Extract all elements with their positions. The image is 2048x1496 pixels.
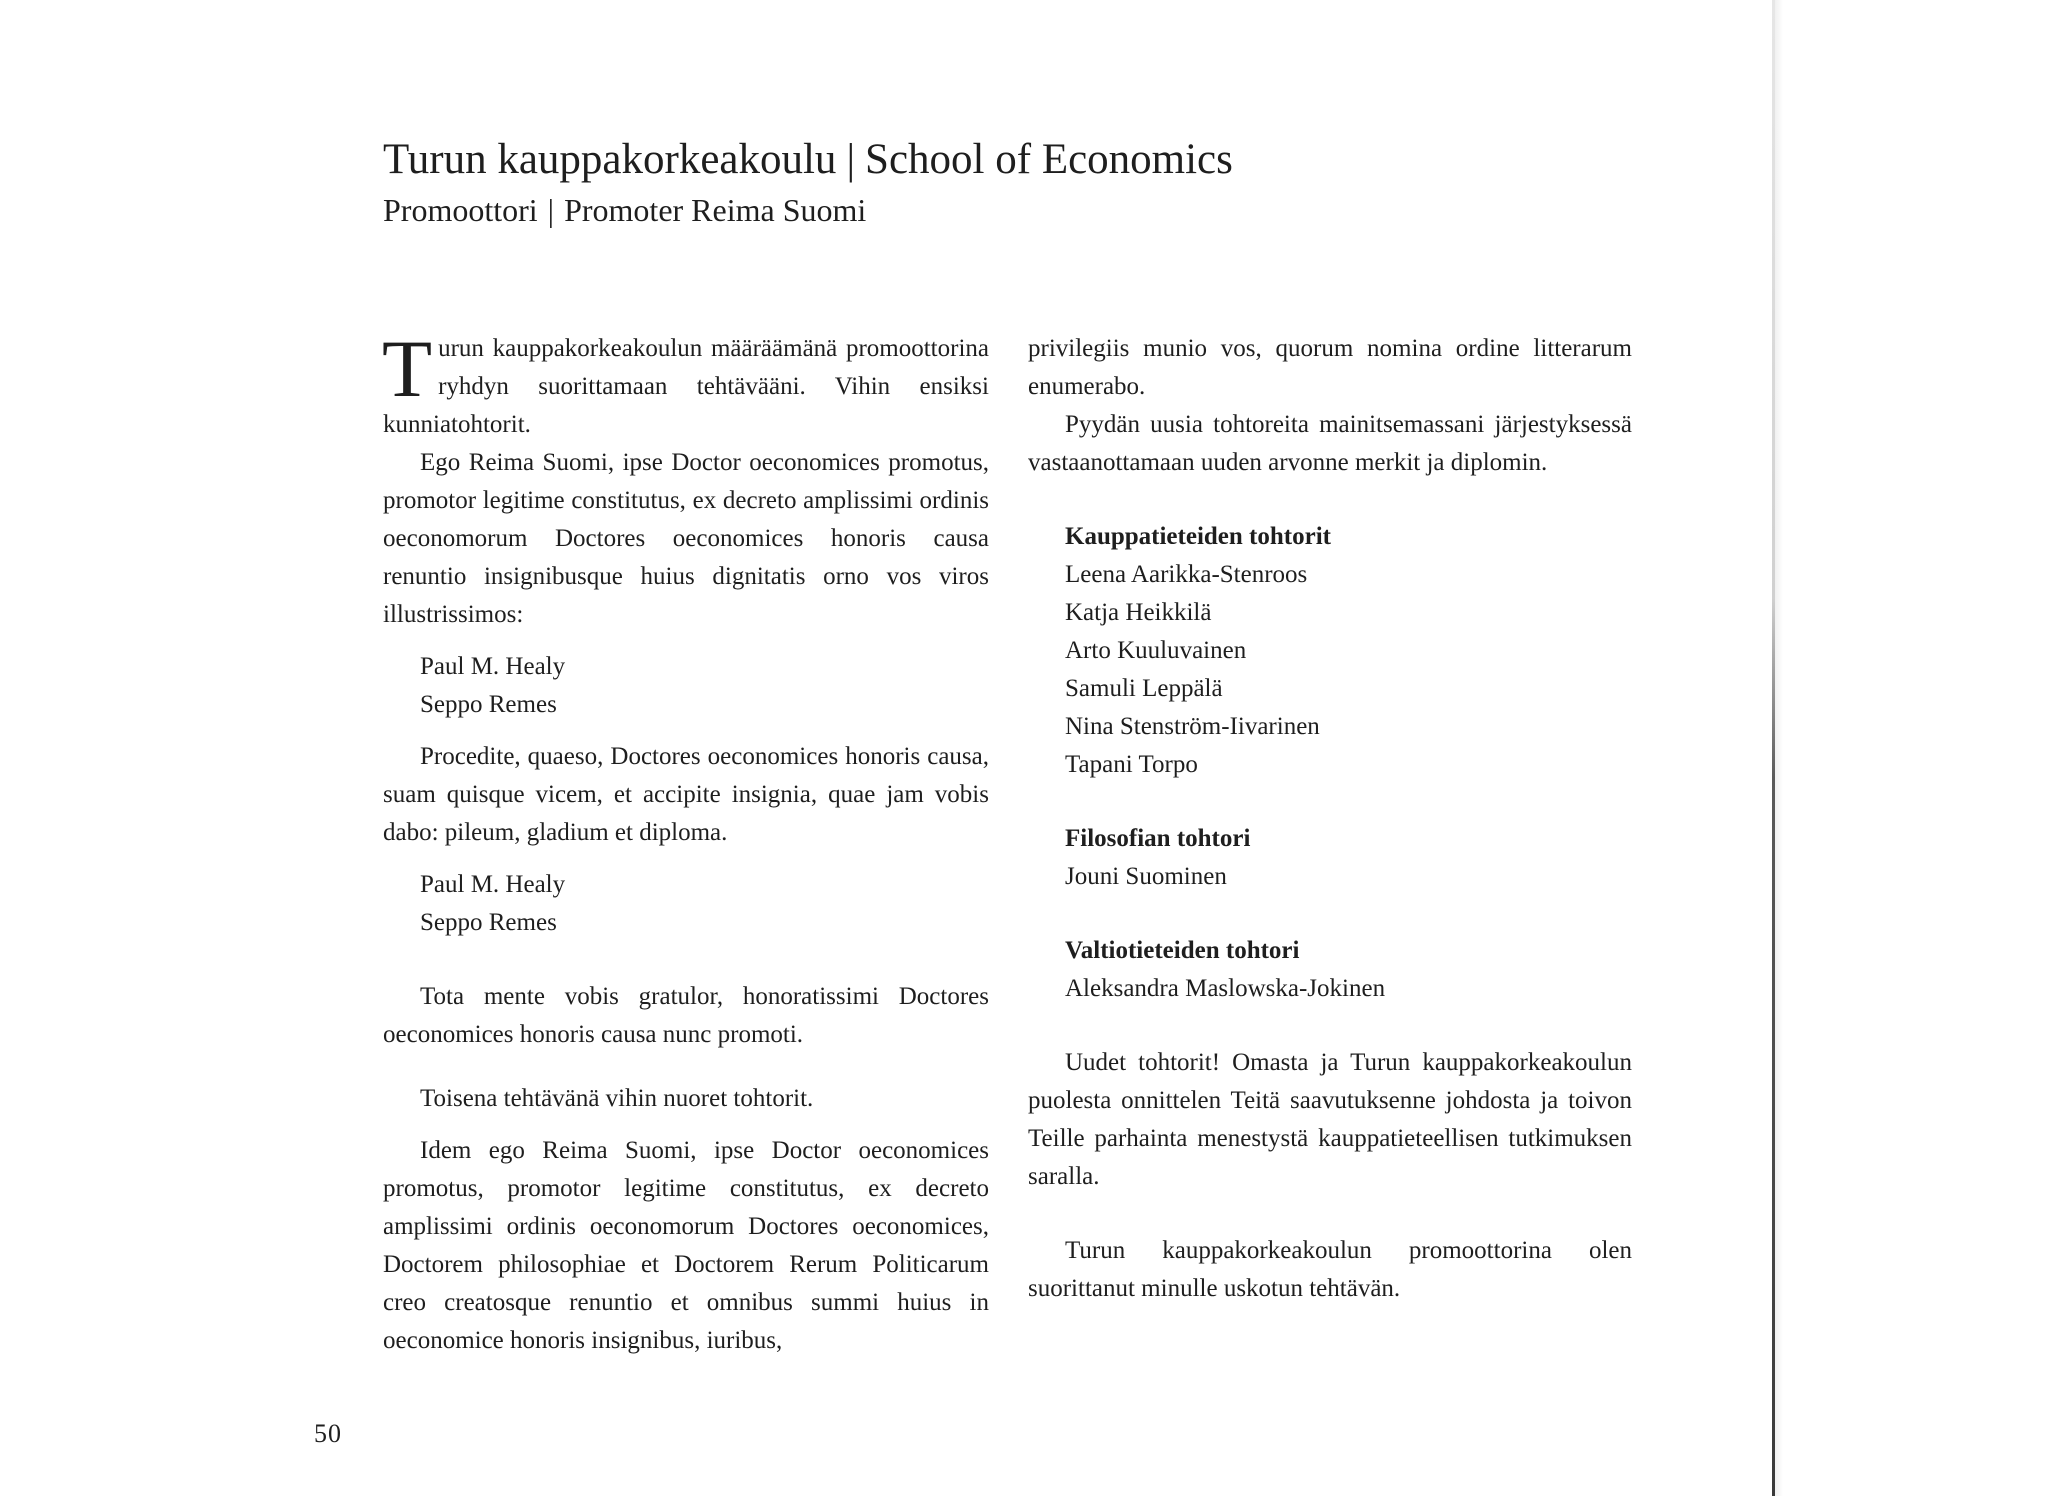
section-heading-philosophy: Filosofian tohtori xyxy=(1065,825,1251,852)
subtitle-finnish: Promoottori xyxy=(383,192,538,228)
subtitle-english: Promoter Reima Suomi xyxy=(564,192,867,228)
honorary-doctors-list-1 xyxy=(383,648,989,724)
latin-paragraph-4: Idem ego Reima Suomi, ipse Doctor oeconomices promotus, promotor legitime constitutus, ex decreto amplissimi ordinis oeconomorum Doctores oeconomices, Doctorem philosophiae et Doctorem Rerum Politicarum creo creatosque renuntio et omnibus summi huius in oeconomice honoris insignibus, iuribus, xyxy=(383,1137,989,1354)
title-english: School of Economics xyxy=(865,136,1233,183)
section-heading-political-science: Valtiotieteiden tohtori xyxy=(1065,937,1300,964)
list-item: Seppo Remes xyxy=(420,909,557,936)
list-item: Paul M. Healy xyxy=(420,871,566,898)
list-item: Katja Heikkilä xyxy=(1065,599,1212,626)
latin-paragraph-2: Procedite, quaeso, Doctores oeconomices honoris causa, suam quisque vicem, et accipite insignia, quae jam vobis dabo: pileum, gladium et diploma. xyxy=(383,743,989,846)
list-item: Leena Aarikka-Stenroos xyxy=(1065,561,1308,588)
page-title xyxy=(383,134,1483,186)
title-finnish: Turun kauppakorkeakoulu xyxy=(383,136,837,183)
right-column xyxy=(1028,330,1632,1308)
list-item: Samuli Leppälä xyxy=(1065,675,1223,702)
intro-text: urun kauppakorkeakoulun määräämänä promoottorina ryhdyn suorittamaan tehtävääni. Vihin ensiksi kunniatohtorit. xyxy=(383,335,989,438)
list-item: Nina Stenström-Iivarinen xyxy=(1065,713,1320,740)
title-separator: | xyxy=(846,136,856,183)
latin-paragraph-1: Ego Reima Suomi, ipse Doctor oeconomices promotus, promotor legitime constitutus, ex decreto amplissimi ordinis oeconomorum Doctores oeconomices honoris causa renuntio insignibusque huius dignitatis orno vos viros illustrissimos: xyxy=(383,449,989,628)
finnish-paragraph-1: Toisena tehtävänä vihin nuoret tohtorit. xyxy=(420,1085,814,1112)
left-column xyxy=(382,323,989,1360)
list-item: Paul M. Healy xyxy=(420,653,566,680)
finnish-paragraph-2: Pyydän uusia tohtoreita mainitsemassani järjestyksessä vastaanottamaan uuden arvonne merkit ja diplomin. xyxy=(1028,411,1632,476)
subtitle-separator: | xyxy=(547,192,555,228)
honorary-doctors-list-2 xyxy=(383,866,989,942)
book-binding-shadow xyxy=(1775,0,1783,1496)
business-doctors-list xyxy=(1028,556,1632,784)
drop-cap: T xyxy=(382,323,433,414)
political-science-doctors-list xyxy=(1028,970,1632,1008)
page-subtitle xyxy=(383,190,1483,230)
philosophy-doctors-list xyxy=(1028,858,1632,896)
list-item: Seppo Remes xyxy=(420,691,557,718)
list-item: Arto Kuuluvainen xyxy=(1065,637,1247,664)
latin-continuation: privilegiis munio vos, quorum nomina ordine litterarum enumerabo. xyxy=(1028,335,1632,400)
section-heading-business: Kauppatieteiden tohtorit xyxy=(1065,523,1331,550)
page-number: 50 xyxy=(314,1419,342,1448)
finnish-paragraph-4: Turun kauppakorkeakoulun promoottorina olen suorittanut minulle uskotun tehtävän. xyxy=(1028,1237,1632,1302)
page-header xyxy=(383,134,1483,230)
finnish-paragraph-3: Uudet tohtorit! Omasta ja Turun kauppakorkeakoulun puolesta onnittelen Teitä saavutuksenne johdosta ja toivon Teille parhainta menestystä kauppatieteellisen tutkimuksen saralla. xyxy=(1028,1049,1632,1190)
list-item: Aleksandra Maslowska-Jokinen xyxy=(1065,975,1386,1002)
intro-paragraph xyxy=(382,323,989,444)
list-item: Jouni Suominen xyxy=(1065,863,1227,890)
latin-paragraph-3: Tota mente vobis gratulor, honoratissimi Doctores oeconomices honoris causa nunc promoti. xyxy=(383,983,989,1048)
list-item: Tapani Torpo xyxy=(1065,751,1198,778)
